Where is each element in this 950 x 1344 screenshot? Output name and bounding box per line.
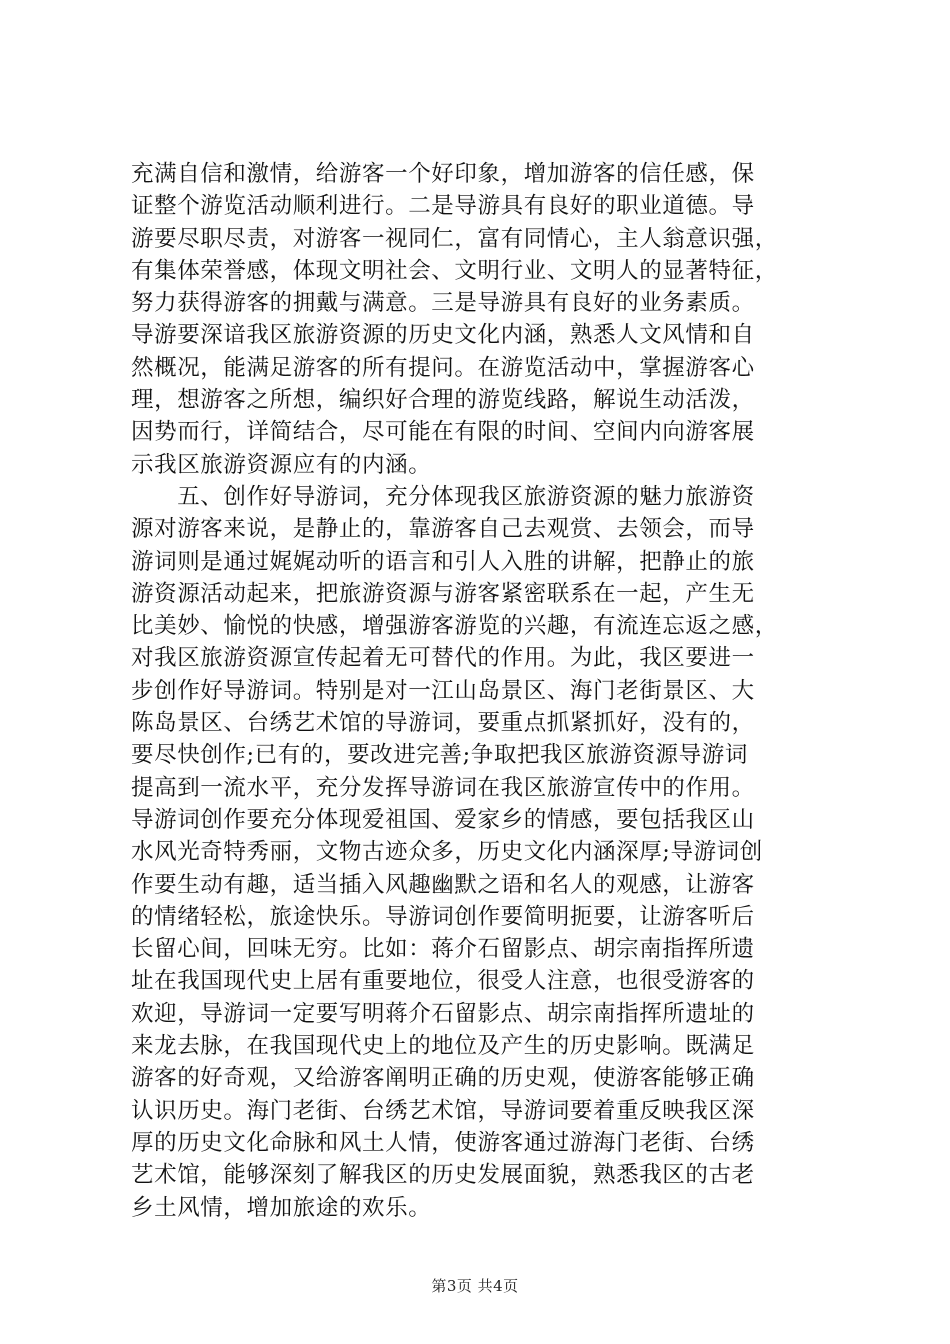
text-line: 游资源活动起来，把旅游资源与游客紧密联系在一起，产生无: [131, 580, 755, 607]
text-line: 有集体荣誉感，体现文明社会、文明行业、文明人的显著特征，: [131, 257, 778, 284]
text-line: 游要尽职尽责，对游客一视同仁，富有同情心，主人翁意识强，: [131, 225, 778, 252]
text-line: 充满自信和激情，给游客一个好印象，增加游客的信任感，保: [131, 161, 755, 187]
text-line: 作要生动有趣，适当插入风趣幽默之语和名人的观感，让游客: [131, 871, 755, 898]
text-line: 证整个游览活动顺利进行。二是导游具有良好的职业道德。导: [131, 193, 755, 220]
text-line: 长留心间，回味无穷。比如：蒋介石留影点、胡宗南指挥所遗: [131, 936, 755, 963]
text-line: 址在我国现代史上居有重要地位，很受人注意，也很受游客的: [131, 968, 755, 995]
text-line: 五、创作好导游词，充分体现我区旅游资源的魅力旅游资: [131, 483, 755, 510]
page-number-footer: 第3页 共4页: [431, 1277, 519, 1295]
text-line: 努力获得游客的拥戴与满意。三是导游具有良好的业务素质。: [131, 290, 755, 317]
text-line: 认识历史。海门老街、台绣艺术馆，导游词要着重反映我区深: [131, 1097, 755, 1124]
text-line: 陈岛景区、台绣艺术馆的导游词，要重点抓紧抓好，没有的，: [131, 710, 755, 737]
text-line: 因势而行，详简结合，尽可能在有限的时间、空间内向游客展: [131, 419, 755, 446]
text-line: 要尽快创作;已有的，要改进完善;争取把我区旅游资源导游词: [131, 742, 748, 769]
text-line: 欢迎，导游词一定要写明蒋介石留影点、胡宗南指挥所遗址的: [131, 1000, 755, 1027]
text-line: 乡土风情，增加旅途的欢乐。: [131, 1194, 432, 1221]
text-line: 艺术馆，能够深刻了解我区的历史发展面貌，熟悉我区的古老: [131, 1162, 755, 1189]
text-line: 厚的历史文化命脉和风土人情，使游客通过游海门老街、台绣: [131, 1129, 755, 1156]
text-line: 示我区旅游资源应有的内涵。: [131, 451, 432, 478]
text-line: 来龙去脉，在我国现代史上的地位及产生的历史影响。既满足: [131, 1033, 755, 1060]
text-line: 理，想游客之所想，编织好合理的游览线路，解说生动活泼，: [131, 387, 755, 414]
text-line: 导游词创作要充分体现爱祖国、爱家乡的情感，要包括我区山: [131, 806, 755, 833]
text-line: 水风光奇特秀丽，文物古迹众多，历史文化内涵深厚;导游词创: [131, 839, 763, 866]
text-line: 步创作好导游词。特别是对一江山岛景区、海门老街景区、大: [131, 677, 755, 704]
text-line: 然概况，能满足游客的所有提问。在游览活动中，掌握游客心: [131, 354, 755, 381]
text-line: 提高到一流水平，充分发挥导游词在我区旅游宣传中的作用。: [131, 774, 755, 801]
text-line: 比美妙、愉悦的快感，增强游客游览的兴趣，有流连忘返之感，: [131, 613, 778, 640]
text-line: 游词则是通过娓娓动听的语言和引人入胜的讲解，把静止的旅: [131, 548, 755, 575]
text-line: 对我区旅游资源宣传起着无可替代的作用。为此，我区要进一: [131, 645, 755, 672]
text-line: 源对游客来说，是静止的，靠游客自己去观赏、去领会，而导: [131, 516, 755, 543]
text-line: 的情绪轻松，旅途快乐。导游词创作要简明扼要，让游客听后: [131, 903, 755, 930]
body-text: [131, 158, 831, 1224]
text-line: 游客的好奇观，又给游客阐明正确的历史观，使游客能够正确: [131, 1065, 755, 1092]
text-line: 导游要深谙我区旅游资源的历史文化内涵，熟悉人文风情和自: [131, 322, 755, 349]
